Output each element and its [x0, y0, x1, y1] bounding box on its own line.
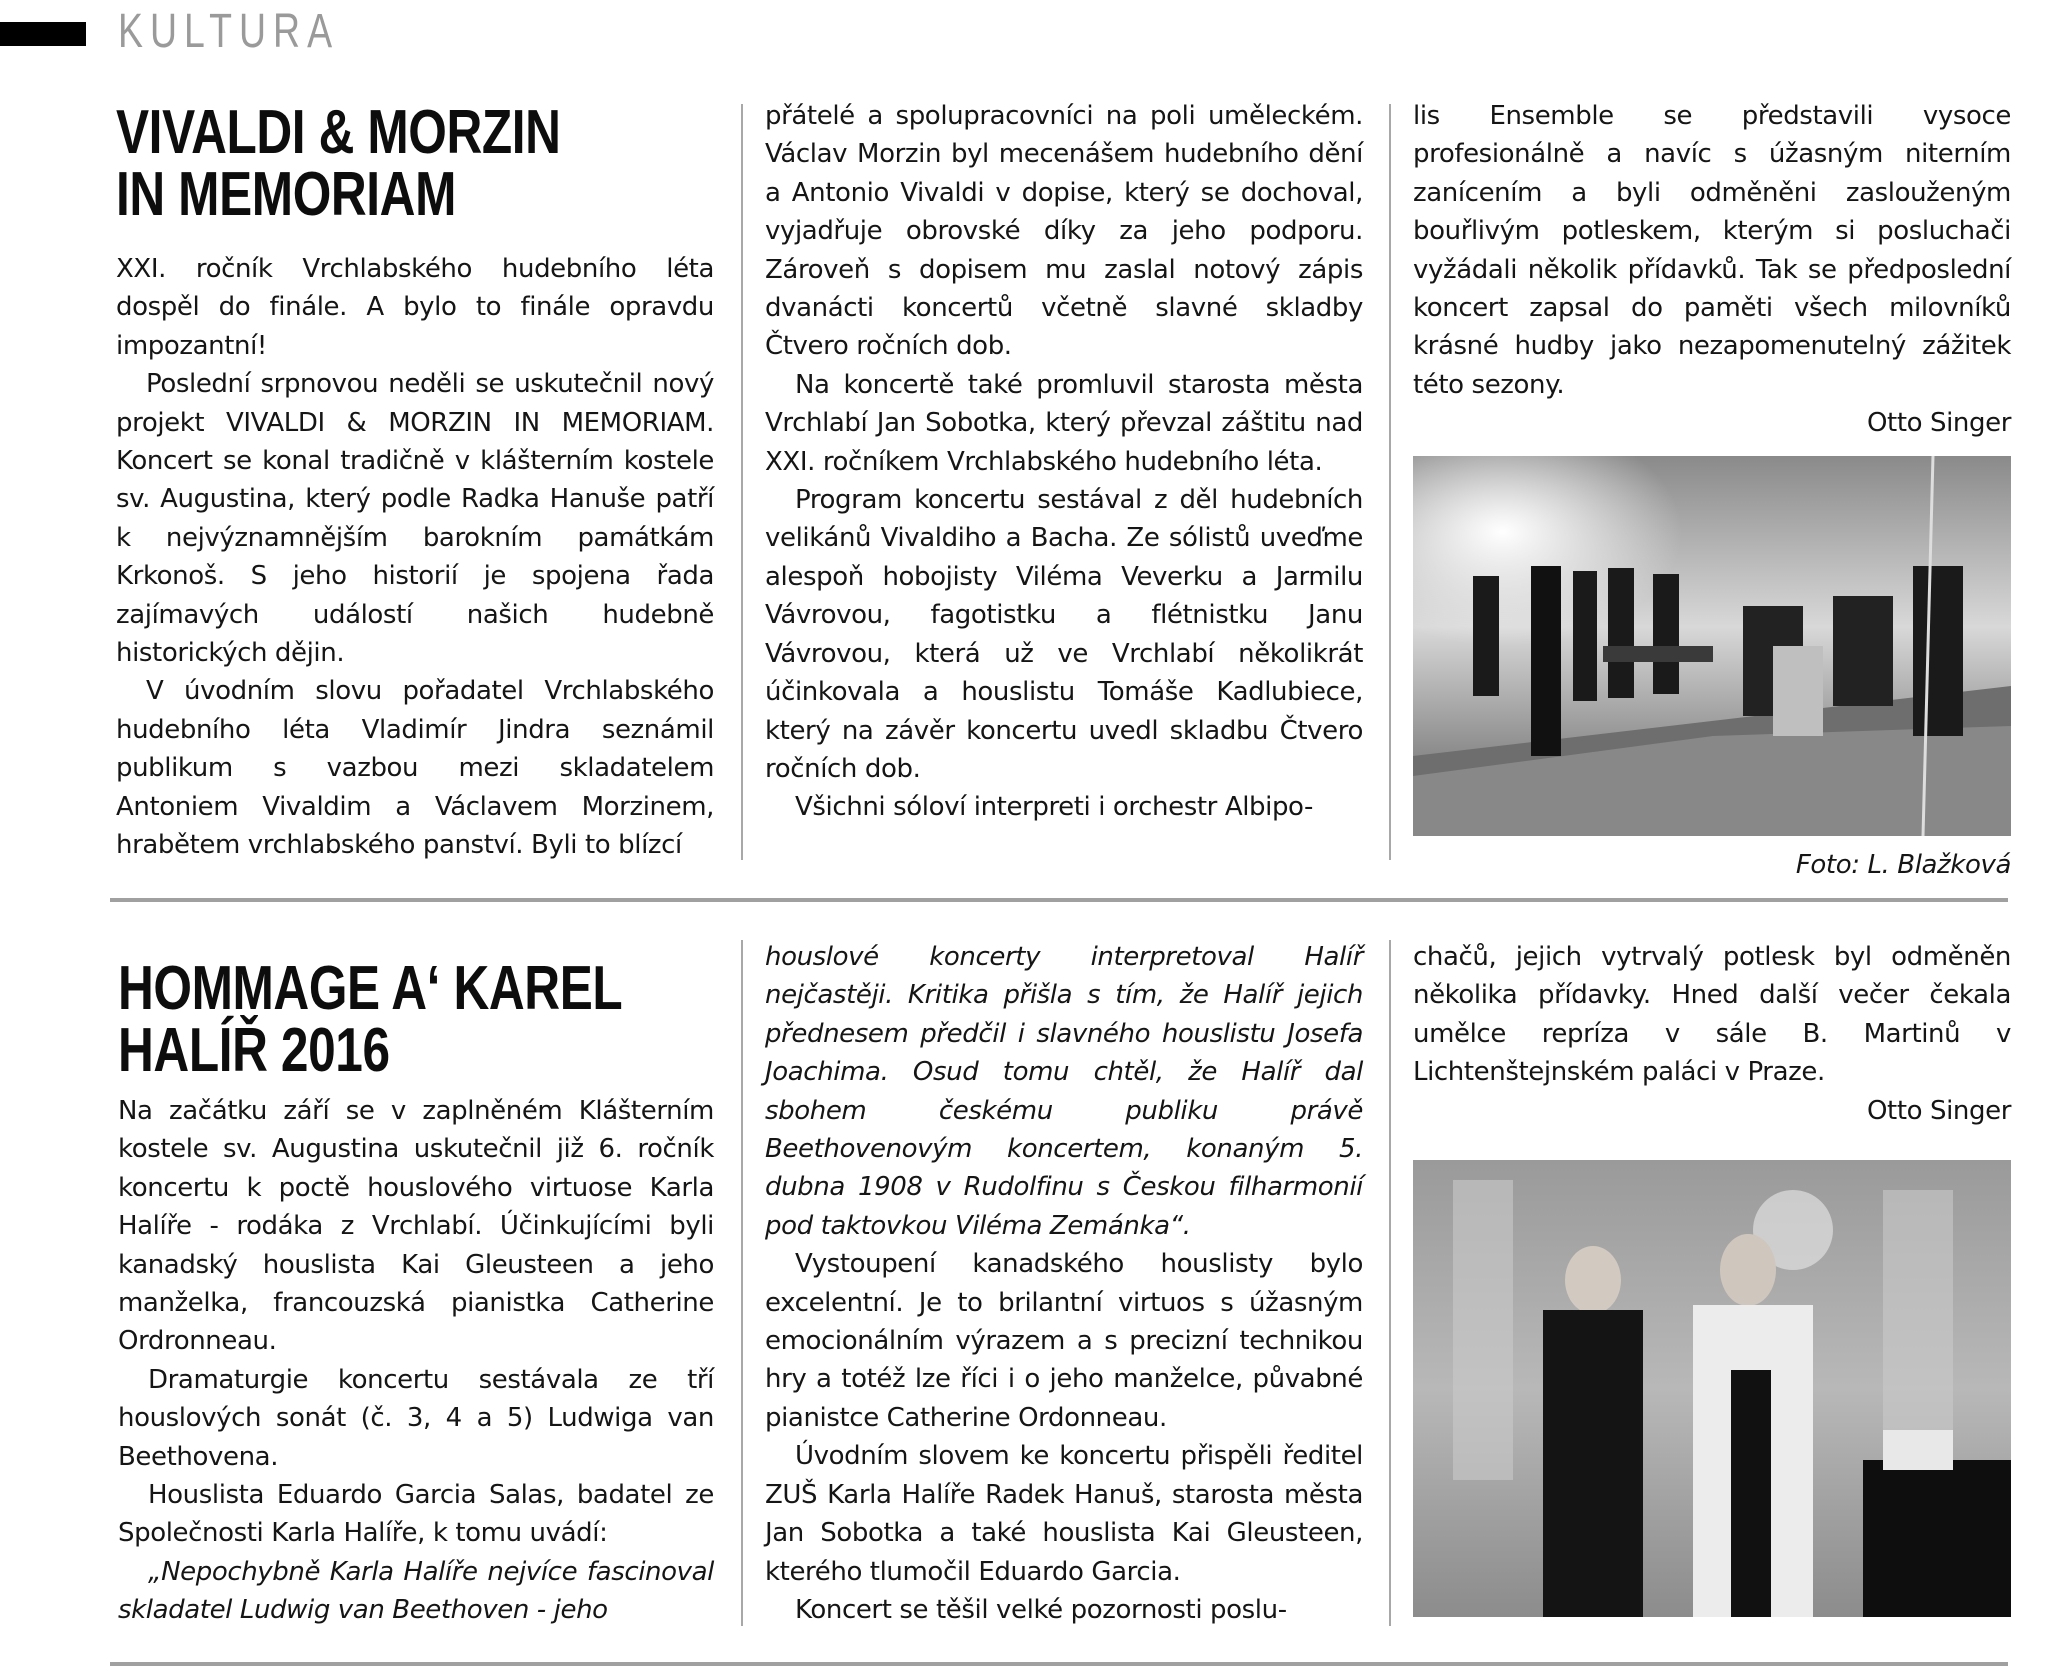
article2-photo [1413, 1160, 2011, 1617]
paragraph: Poslední srpnovou neděli se uskutečnil nový projekt VIVALDI & MORZIN IN MEMORIAM. Koncert se konal tradičně v klášterním kostele sv. Augustina, který podle Radka Hanuše patří k nejvýznamnějším barokním památkám Krkonoš. S jeho historií je spojena řada zajímavých událostí našich hudebně historických dějin. [116, 369, 714, 669]
article2-column3 [1413, 938, 2011, 1130]
article1-title-line1: VIVALDI & MORZIN [116, 98, 561, 167]
paragraph: Úvodním slovem ke koncertu přispěli ředitel ZUŠ Karla Halíře Radek Hanuš, starosta města Jan Sobotka a také houslista Kai Gleusteen, kterého tlumočil Eduardo Garcia. [765, 1441, 1363, 1587]
photo-caption: Foto: L. Blažková [1795, 850, 2011, 880]
column-divider [741, 104, 743, 860]
article2-column1 [118, 1092, 714, 1630]
article1-title [116, 98, 561, 229]
article1-column1 [116, 250, 714, 865]
paragraph: Na začátku září se v zaplněném Klášterním kostele sv. Augustina uskutečnil již 6. ročník koncertu k poctě houslového virtuose Karla Halíře - rodáka z Vrchlabí. Účinkujícími byli kanadský houslista Kai Gleusteen a jeho manželka, francouzská pianistka Catherine Ordronneau. [118, 1096, 714, 1357]
quote-paragraph: houslové koncerty interpretoval Halíř nejčastěji. Kritika přišla s tím, že Halíř jejich přednesem předčil i slavného houslistu Josefa Joachima. Osud tomu chtěl, že Halíř dal sbohem českému publiku právě Beethovenovým koncertem, konaným 5. dubna 1908 v Rudolfinu s Českou filharmonií pod taktovkou Viléma Zemánka“. [765, 942, 1363, 1241]
article1-photo-caption-wrap [1413, 846, 2011, 884]
section-rule [110, 1662, 2008, 1666]
paragraph: Všichni sóloví interpreti i orchestr Albipo- [795, 792, 1314, 823]
duo-photo-image [1413, 1160, 2011, 1617]
paragraph: přátelé a spolupracovníci na poli uměleckém. Václav Morzin byl mecenášem hudebního dění a Antonio Vivaldi v dopise, který se dochoval, vyjadřuje obrovské díky za jeho podporu. Zároveň s dopisem mu zaslal notový zápis dvanácti koncertů včetně slavné skladby Čtvero ročních dob. [765, 101, 1363, 362]
paragraph: XXI. ročník Vrchlabského hudebního léta dospěl do finále. A bylo to finále opravdu impozantní! [116, 254, 714, 361]
section-marker-bar [0, 22, 86, 46]
paragraph: Vystoupení kanadského houslisty bylo excelentní. Je to brilantní virtuos s úžasným emocionálním výrazem a s precizní technikou hry a totéž lze říci i o jeho manželce, půvabné pianistce Catherine Ordonneau. [765, 1249, 1363, 1433]
section-label: KULTURA [118, 5, 340, 58]
author-signature: Otto Singer [1866, 1095, 2011, 1126]
column-divider [1389, 104, 1391, 860]
paragraph: V úvodním slovu pořadatel Vrchlabského hudebního léta Vladimír Jindra seznámil publikum s vazbou mezi skladatelem Antoniem Vivaldim a Václavem Morzinem, hrabětem vrchlabského panství. Byli to blízcí [116, 676, 714, 861]
article2-title-line2: HALÍŘ 2016 [118, 1016, 390, 1085]
quote-paragraph: „Nepochybně Karla Halíře nejvíce fascinoval skladatel Ludwig van Beethoven - jeho [118, 1556, 714, 1626]
paragraph: Dramaturgie koncertu sestávala ze tří houslových sonát (č. 3, 4 a 5) Ludwiga van Beethovena. [118, 1364, 714, 1472]
paragraph: Program koncertu sestával z děl hudebních velikánů Vivaldiho a Bacha. Ze sólistů uveďme alespoň hobojisty Viléma Veverku a Jarmilu Vávrovou, fagotistku a flétnistku Janu Vávrovou, která už ve Vrchlabí několikrát účinkovala a houslistu Tomáše Kadlubiece, který na závěr koncertu uvedl skladbu Čtvero ročních dob. [765, 485, 1363, 784]
article1-column2 [765, 97, 1363, 827]
paragraph: Houslista Eduardo Garcia Salas, badatel ze Společnosti Karla Halíře, k tomu uvádí: [118, 1480, 714, 1549]
column-divider [741, 940, 743, 1626]
paragraph: lis Ensemble se představili vysoce profesionálně a navíc s úžasným niterním zanícením a byli odměněni zaslouženým bouřlivým potleskem, kterým si posluchači vyžádali několik přídavků. Tak se předposlední koncert zapsal do paměti všech milovníků krásné hudby jako nezapomenutelný zážitek této sezony. [1413, 101, 2011, 400]
article2-title-line1: HOMMAGE A‘ KAREL [118, 954, 623, 1023]
concert-photo-image [1413, 456, 2011, 836]
article1-photo [1413, 456, 2011, 836]
article1-title-line2: IN MEMORIAM [116, 160, 457, 229]
author-signature: Otto Singer [1866, 408, 2011, 439]
article2-title [118, 954, 623, 1085]
paragraph: Na koncertě také promluvil starosta města Vrchlabí Jan Sobotka, který převzal záštitu nad XXI. ročníkem Vrchlabského hudebního léta. [765, 369, 1363, 477]
article2-column2 [765, 938, 1363, 1629]
paragraph: Koncert se těšil velké pozornosti poslu- [795, 1594, 1287, 1625]
article1-column3 [1413, 97, 2011, 443]
column-divider [1389, 940, 1391, 1626]
section-rule [110, 898, 2008, 902]
paragraph: chačů, jejich vytrvalý potlesk byl odměněn několika přídavky. Hned další večer čekala umělce repríza v sále B. Martinů v Lichtenštejnském paláci v Praze. [1413, 942, 2011, 1088]
